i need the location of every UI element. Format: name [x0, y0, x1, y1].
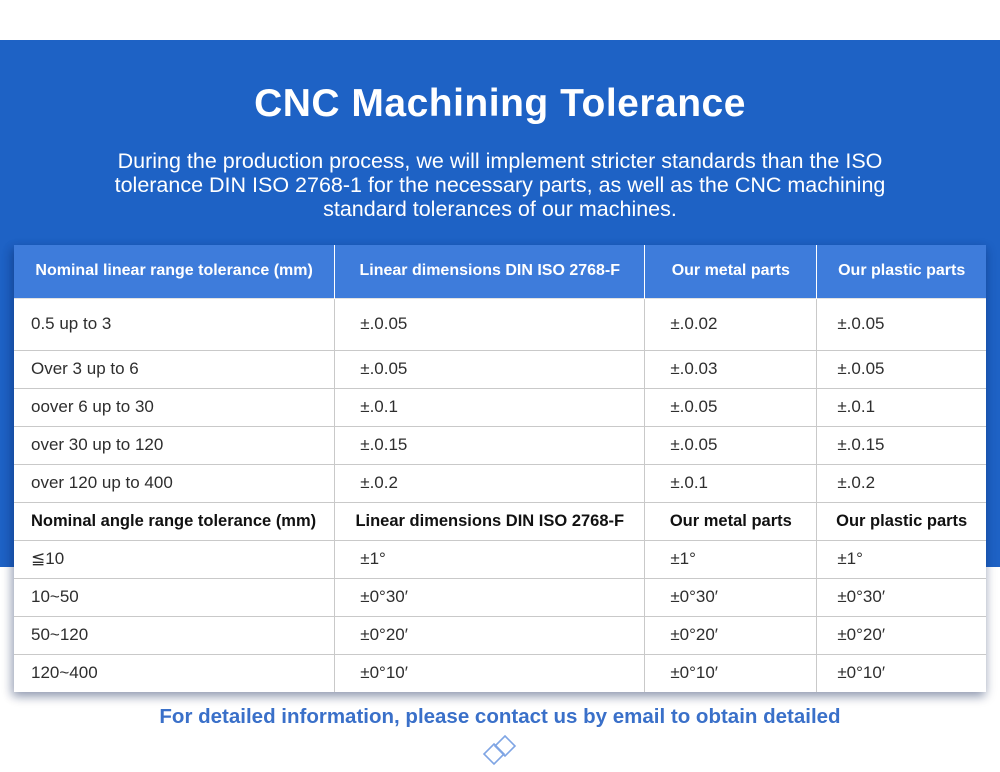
tolerance-value-cell: ±1°: [335, 540, 645, 578]
tolerance-value-cell: ±.0.1: [817, 388, 986, 426]
range-cell: ≦10: [14, 540, 335, 578]
column-header: Linear dimensions DIN ISO 2768-F: [335, 502, 645, 540]
tolerance-value-cell: ±0°20′: [335, 616, 645, 654]
tolerance-table: [14, 245, 986, 692]
range-cell: over 120 up to 400: [14, 464, 335, 502]
table-row: [14, 426, 986, 464]
column-header: Nominal angle range tolerance (mm): [14, 502, 335, 540]
column-header: Nominal linear range tolerance (mm): [14, 245, 335, 298]
table-row: [14, 464, 986, 502]
tolerance-value-cell: ±.0.2: [335, 464, 645, 502]
tolerance-table-body: [14, 245, 986, 692]
tolerance-value-cell: ±.0.1: [645, 464, 817, 502]
tolerance-value-cell: ±.0.05: [335, 298, 645, 350]
subtitle-line: During the production process, we will implement stricter standards than the ISO: [117, 149, 883, 173]
tolerance-value-cell: ±1°: [645, 540, 817, 578]
double-diamond-icon: [478, 731, 522, 769]
table-row: [14, 540, 986, 578]
table-row: [14, 350, 986, 388]
page-title: CNC Machining Tolerance: [254, 82, 746, 125]
table-row: [14, 388, 986, 426]
tolerance-value-cell: ±0°30′: [817, 578, 986, 616]
tolerance-value-cell: ±0°10′: [335, 654, 645, 692]
table-row: [14, 616, 986, 654]
tolerance-value-cell: ±.0.02: [645, 298, 817, 350]
tolerance-value-cell: ±.0.05: [645, 426, 817, 464]
column-header: Linear dimensions DIN ISO 2768-F: [335, 245, 645, 298]
page-subtitle: [0, 149, 1000, 221]
tolerance-value-cell: ±0°20′: [645, 616, 817, 654]
range-cell: oover 6 up to 30: [14, 388, 335, 426]
tolerance-value-cell: ±.0.05: [335, 350, 645, 388]
column-header: Our metal parts: [645, 245, 817, 298]
tolerance-value-cell: ±.0.03: [645, 350, 817, 388]
tolerance-value-cell: ±0°30′: [335, 578, 645, 616]
range-cell: 0.5 up to 3: [14, 298, 335, 350]
column-header: Our plastic parts: [817, 245, 986, 298]
tolerance-value-cell: ±.0.05: [817, 350, 986, 388]
range-cell: Over 3 up to 6: [14, 350, 335, 388]
footer-note: For detailed information, please contact us by email to obtain detailed: [159, 705, 841, 728]
column-header: Our metal parts: [645, 502, 817, 540]
tolerance-value-cell: ±.0.1: [335, 388, 645, 426]
tolerance-value-cell: ±.0.15: [817, 426, 986, 464]
tolerance-value-cell: ±.0.05: [645, 388, 817, 426]
subtitle-line: tolerance DIN ISO 2768-1 for the necessary parts, as well as the CNC machining: [114, 173, 886, 197]
range-cell: 120~400: [14, 654, 335, 692]
tolerance-value-cell: ±0°30′: [645, 578, 817, 616]
range-cell: 50~120: [14, 616, 335, 654]
linear-tolerance-header-row: [14, 245, 986, 298]
tolerance-value-cell: ±0°20′: [817, 616, 986, 654]
tolerance-value-cell: ±.0.05: [817, 298, 986, 350]
tolerance-value-cell: ±0°10′: [817, 654, 986, 692]
angle-tolerance-header-row: [14, 502, 986, 540]
tolerance-value-cell: ±.0.15: [335, 426, 645, 464]
tolerance-value-cell: ±0°10′: [645, 654, 817, 692]
range-cell: over 30 up to 120: [14, 426, 335, 464]
range-cell: 10~50: [14, 578, 335, 616]
subtitle-line: standard tolerances of our machines.: [323, 197, 677, 221]
table-row: [14, 298, 986, 350]
table-row: [14, 654, 986, 692]
column-header: Our plastic parts: [817, 502, 986, 540]
table-row: [14, 578, 986, 616]
tolerance-value-cell: ±.0.2: [817, 464, 986, 502]
tolerance-value-cell: ±1°: [817, 540, 986, 578]
